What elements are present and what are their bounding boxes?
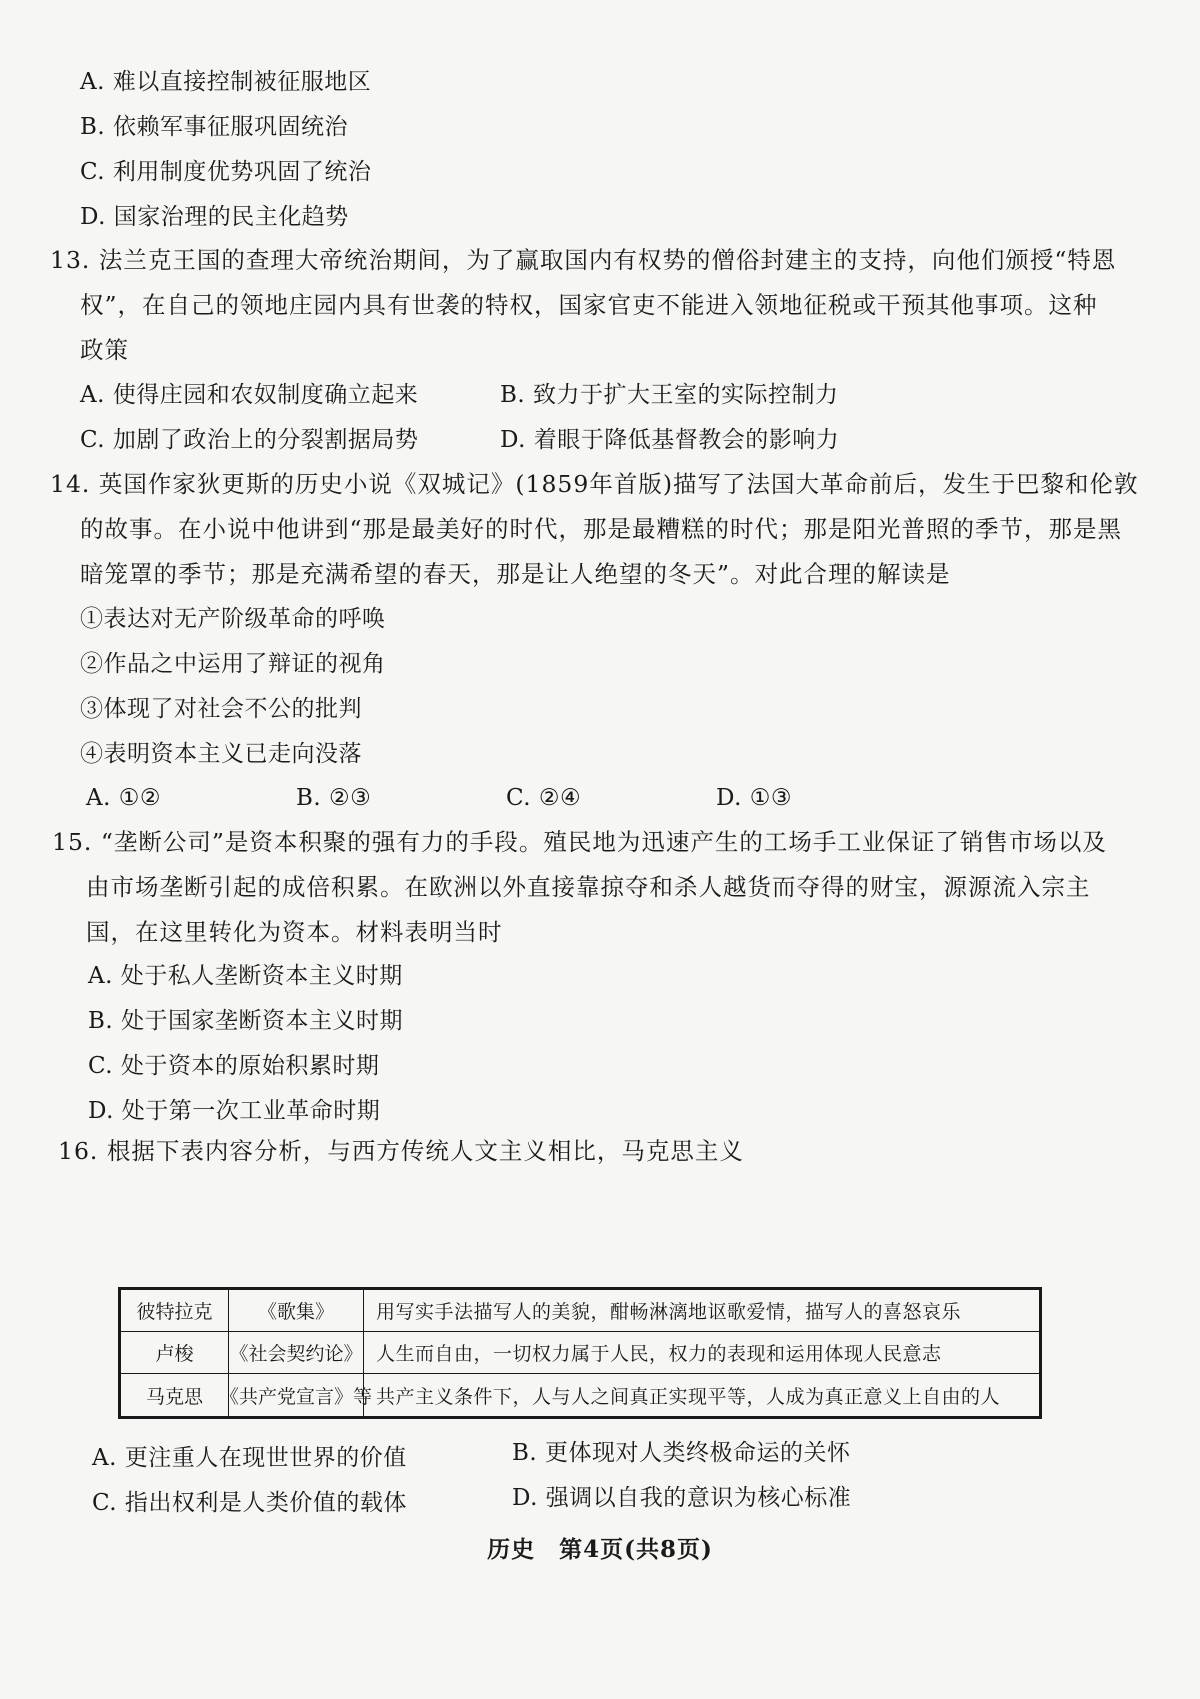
q14-option-b: B. ②③: [296, 785, 372, 811]
q16-option-c: C. 指出权利是人类价值的载体: [92, 1490, 407, 1516]
table-cell-person: 马克思: [121, 1374, 229, 1416]
q13-stem-line-1: 13. 法兰克王国的查理大帝统治期间，为了赢取国内有权势的僧俗封建主的支持，向他们颁授“特恩: [50, 246, 1117, 274]
q14-item-2: ②作品之中运用了辩证的视角: [80, 651, 386, 677]
q13-option-a: A. 使得庄园和农奴制度确立起来: [80, 382, 419, 408]
q12-option-d: D. 国家治理的民主化趋势: [80, 204, 349, 230]
q14-item-3: ③体现了对社会不公的批判: [80, 696, 362, 722]
q16-option-d: D. 强调以自我的意识为核心标准: [512, 1485, 852, 1511]
q14-option-c: C. ②④: [506, 785, 582, 811]
q16-stem: 16. 根据下表内容分析，与西方传统人文主义相比，马克思主义: [58, 1137, 744, 1165]
page-footer: 历史 第4页(共8页): [487, 1536, 713, 1563]
table-cell-work: 《共产党宣言》等: [229, 1374, 364, 1416]
q14-stem-line-1: 14. 英国作家狄更斯的历史小说《双城记》(1859年首版)描写了法国大革命前后，发生于巴黎和伦敦: [50, 470, 1139, 498]
q15-stem-line-2: 由市场垄断引起的成倍积累。在欧洲以外直接靠掠夺和杀人越货而夺得的财宝，源源流入宗主: [86, 873, 1091, 901]
table-cell-person: 卢梭: [121, 1332, 229, 1374]
q12-option-b: B. 依赖军事征服巩固统治: [80, 114, 349, 140]
q14-option-d: D. ①③: [716, 785, 792, 811]
table-cell-work: 《歌集》: [229, 1290, 364, 1332]
q15-stem-line-1: 15. “垄断公司”是资本积聚的强有力的手段。殖民地为迅速产生的工场手工业保证了销售市场以及: [52, 828, 1107, 856]
q14-option-a: A. ①②: [86, 785, 161, 811]
q12-option-a: A. 难以直接控制被征服地区: [80, 69, 372, 95]
q16-comparison-table: [118, 1287, 1042, 1419]
q15-option-a: A. 处于私人垄断资本主义时期: [88, 963, 403, 989]
table-cell-idea: 共产主义条件下，人与人之间真正实现平等，人成为真正意义上自由的人: [376, 1385, 1001, 1408]
q15-stem-line-3: 国，在这里转化为资本。材料表明当时: [86, 918, 503, 946]
q13-stem-line-2: 权”，在自己的领地庄园内具有世袭的特权，国家官吏不能进入领地征税或干预其他事项。这种: [80, 291, 1098, 319]
q14-item-4: ④表明资本主义已走向没落: [80, 741, 362, 767]
q15-option-d: D. 处于第一次工业革命时期: [88, 1098, 381, 1124]
q16-option-a: A. 更注重人在现世世界的价值: [92, 1445, 407, 1471]
q16-option-b: B. 更体现对人类终极命运的关怀: [512, 1440, 851, 1466]
table-cell-work: 《社会契约论》: [229, 1332, 364, 1374]
q15-option-b: B. 处于国家垄断资本主义时期: [88, 1008, 404, 1034]
q12-option-c: C. 利用制度优势巩固了统治: [80, 159, 372, 185]
q13-option-b: B. 致力于扩大王室的实际控制力: [500, 382, 839, 408]
q13-option-d: D. 着眼于降低基督教会的影响力: [500, 427, 840, 453]
table-cell-idea: 用写实手法描写人的美貌，酣畅淋漓地讴歌爱情，描写人的喜怒哀乐: [364, 1290, 1039, 1332]
q14-stem-line-2: 的故事。在小说中他讲到“那是最美好的时代，那是最糟糕的时代；那是阳光普照的季节，那是黑: [80, 515, 1123, 543]
q14-item-1: ①表达对无产阶级革命的呼唤: [80, 606, 386, 632]
table-cell-person: 彼特拉克: [121, 1290, 229, 1332]
q15-option-c: C. 处于资本的原始积累时期: [88, 1053, 380, 1079]
q14-stem-line-3: 暗笼罩的季节；那是充满希望的春天，那是让人绝望的冬天”。对此合理的解读是: [80, 560, 951, 588]
q13-stem-line-3: 政策: [80, 336, 129, 364]
q13-option-c: C. 加剧了政治上的分裂割据局势: [80, 427, 419, 453]
table-cell-idea: 人生而自由，一切权力属于人民，权力的表现和运用体现人民意志: [364, 1332, 1039, 1374]
